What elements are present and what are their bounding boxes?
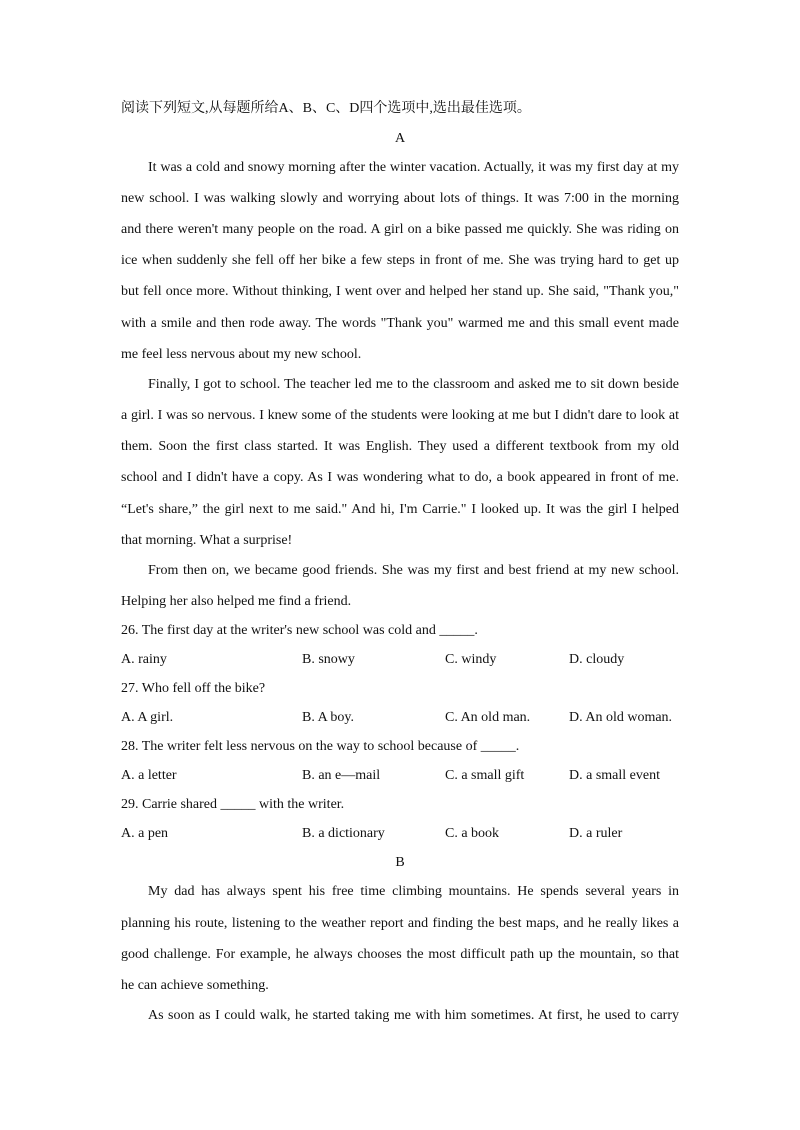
paragraph-line: a girl. I was so nervous. I knew some of the students were looking at me but I didn't dare to look at — [121, 408, 679, 423]
paragraph-line: and there weren't many people on the road. A girl on a bike passed me quickly. She was riding on — [121, 222, 679, 237]
option-a: A. A girl. — [121, 710, 174, 725]
question-stem: 27. Who fell off the bike? — [121, 681, 266, 696]
paragraph-line: ice when suddenly she fell off her bike a few steps in front of me. She was trying hard to get up — [121, 253, 679, 268]
paragraph-line: he can achieve something. — [121, 978, 269, 993]
option-c: C. An old man. — [445, 710, 531, 725]
paragraph-line: It was a cold and snowy morning after the winter vacation. Actually, it was my first day at my — [148, 160, 679, 175]
paragraph-line: with a smile and then rode away. The words "Thank you" warmed me and this small event made — [121, 316, 679, 331]
question-stem: 26. The first day at the writer's new school was cold and _____. — [121, 623, 478, 638]
option-a: A. a pen — [121, 826, 169, 841]
paragraph-line: them. Soon the first class started. It was English. They used a different textbook from my old — [121, 439, 679, 454]
option-a: A. rainy — [121, 652, 167, 667]
option-d: D. a ruler — [569, 826, 623, 841]
option-d: D. a small event — [569, 768, 660, 783]
option-c: C. a small gift — [445, 768, 525, 783]
option-b: B. A boy. — [302, 710, 354, 725]
paragraph-line: new school. I was walking slowly and worrying about lots of things. It was 7:00 in the morning — [121, 191, 679, 206]
option-b: B. a dictionary — [302, 826, 385, 841]
option-b: B. an e—mail — [302, 768, 381, 783]
paragraph-line: planning his route, listening to the weather report and finding the best maps, and he really likes a — [121, 916, 679, 931]
question-stem: 28. The writer felt less nervous on the way to school because of _____. — [121, 739, 520, 754]
paragraph-line: My dad has always spent his free time climbing mountains. He spends several years in — [148, 884, 679, 899]
paragraph-line: good challenge. For example, he always chooses the most difficult path up the mountain, so that — [121, 947, 679, 962]
paragraph-line: that morning. What a surprise! — [121, 533, 293, 548]
option-c: C. a book — [445, 826, 500, 841]
question-stem: 29. Carrie shared _____ with the writer. — [121, 797, 345, 812]
paragraph-line: Helping her also helped me find a friend. — [121, 594, 352, 609]
paragraph-line: school and I didn't have a copy. As I was wondering what to do, a book appeared in front of me. — [121, 470, 679, 485]
option-d: D. An old woman. — [569, 710, 673, 725]
option-c: C. windy — [445, 652, 497, 667]
option-d: D. cloudy — [569, 652, 625, 667]
paragraph-line: As soon as I could walk, he started taking me with him sometimes. At first, he used to carry — [148, 1008, 679, 1023]
option-a: A. a letter — [121, 768, 177, 783]
paragraph-line: but fell once more. Without thinking, I went over and helped her stand up. She said, "Thank you," — [121, 284, 679, 299]
paragraph-line: “Let's share,” the girl next to me said." And hi, I'm Carrie." I looked up. It was the girl I helped — [121, 502, 679, 517]
paragraph-line: me feel less nervous about my new school. — [121, 347, 362, 362]
section-a-heading: A — [394, 131, 406, 146]
instruction-text: 阅读下列短文,从每题所给A、B、C、D四个选项中,选出最佳选项。 — [121, 101, 531, 116]
paragraph-line: Finally, I got to school. The teacher led me to the classroom and asked me to sit down beside — [148, 377, 679, 392]
paragraph-line: From then on, we became good friends. She was my first and best friend at my new school. — [148, 563, 679, 578]
option-b: B. snowy — [302, 652, 355, 667]
section-b-heading: B — [395, 855, 405, 870]
